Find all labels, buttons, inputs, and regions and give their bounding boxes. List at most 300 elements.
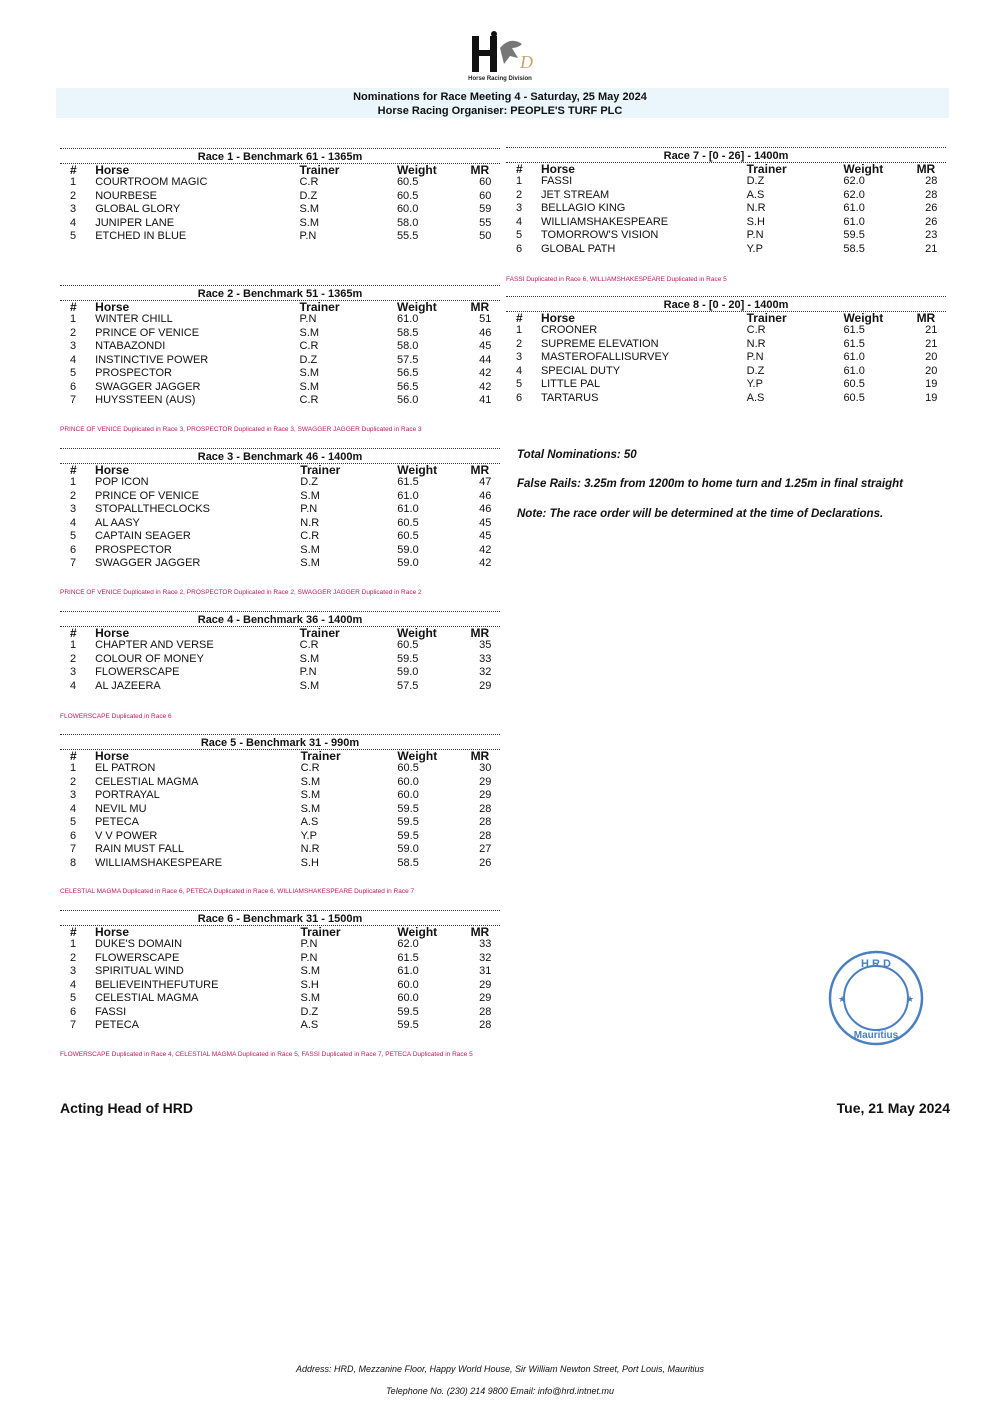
cell-trainer: A.S (300, 1019, 319, 1031)
cell-mr: 50 (479, 230, 492, 242)
table-row (506, 229, 946, 243)
cell-mr: 46 (479, 489, 492, 502)
col-no: # (70, 300, 77, 314)
footer-contact: Telephone No. (230) 214 9800 Email: info@hrd.intnet.mu (386, 1386, 614, 1396)
cell-mr: 55 (479, 216, 492, 229)
race-title: Race 3 - Benchmark 46 - 1400m (197, 451, 363, 463)
cell-trainer: Y.P (746, 242, 763, 255)
cell-no: 3 (70, 340, 77, 352)
cell-no: 5 (70, 992, 77, 1004)
cell-trainer: S.M (299, 203, 320, 215)
col-horse: Horse (540, 311, 575, 325)
cell-mr: 42 (479, 380, 492, 393)
cell-trainer: P.N (746, 351, 764, 363)
stamp-top-text: H.R.D (861, 958, 891, 970)
cell-horse: FLOWERSCAPE (94, 951, 180, 964)
cell-weight: 60.0 (396, 203, 419, 215)
cell-trainer: S.M (299, 679, 320, 692)
cell-trainer: S.M (300, 965, 321, 977)
cell-trainer: D.Z (300, 1005, 319, 1018)
race-3-block (60, 448, 500, 571)
race-table (60, 926, 500, 1033)
cell-trainer: S.M (299, 216, 320, 229)
cell-horse: DUKE'S DOMAIN (94, 938, 183, 950)
cell-trainer: S.M (300, 489, 320, 502)
race-6-block (60, 910, 500, 1033)
table-row (60, 503, 500, 517)
cell-mr: 23 (925, 229, 938, 241)
race-title: Race 6 - Benchmark 31 - 1500m (197, 913, 363, 925)
cell-no: 3 (70, 503, 77, 515)
cell-trainer: C.R (300, 762, 320, 774)
col-horse: Horse (94, 749, 129, 763)
table-row (60, 354, 500, 368)
cell-mr: 33 (479, 652, 492, 665)
col-weight: Weight (397, 749, 438, 763)
cell-no: 6 (70, 380, 77, 393)
table-row (60, 992, 500, 1006)
page-title: Nominations for Race Meeting 4 - Saturday, 25 May 2024 (353, 91, 647, 103)
false-rails: False Rails: 3.25m from 1200m to home turn and 1.25m in final straight (517, 478, 903, 490)
cell-mr: 46 (479, 503, 492, 515)
cell-weight: 62.0 (397, 938, 419, 950)
table-row (60, 490, 500, 504)
cell-no: 2 (70, 326, 77, 339)
table-row (60, 843, 500, 857)
race-title: Race 5 - Benchmark 31 - 990m (200, 737, 360, 749)
race-5-duplicate-note: CELESTIAL MAGMA Duplicated in Race 6, PETECA Duplicated in Race 6, WILLIAMSHAKESPEARE Duplicated in Race 7 (60, 888, 415, 895)
table-row (60, 176, 500, 190)
cell-mr: 28 (479, 802, 492, 815)
race-title: Race 2 - Benchmark 51 - 1365m (197, 288, 363, 300)
cell-horse: PETECA (94, 1019, 139, 1031)
cell-no: 7 (70, 557, 77, 569)
organiser: Horse Racing Organiser: PEOPLE'S TURF PLC (377, 105, 623, 117)
table-row (506, 243, 946, 257)
cell-weight: 56.0 (396, 394, 419, 406)
cell-trainer: Y.P (300, 829, 317, 842)
cell-trainer: C.R (299, 394, 319, 406)
table-header (60, 301, 500, 313)
cell-trainer: S.H (746, 215, 765, 228)
col-horse: Horse (95, 463, 130, 477)
col-horse: Horse (95, 626, 130, 640)
cell-trainer: N.R (300, 516, 320, 529)
col-trainer: Trainer (299, 163, 340, 177)
cell-weight: 57.5 (396, 353, 419, 366)
cell-mr: 51 (479, 313, 492, 325)
table-row (60, 639, 500, 653)
cell-horse: FASSI (540, 175, 573, 187)
cell-trainer: S.M (299, 652, 320, 665)
cell-mr: 28 (479, 1019, 492, 1031)
col-trainer: Trainer (300, 749, 341, 763)
col-horse: Horse (540, 162, 575, 176)
table-row (60, 313, 500, 327)
col-weight: Weight (397, 626, 437, 640)
cell-horse: HUYSSTEEN (AUS) (95, 394, 196, 406)
table-row (60, 217, 500, 231)
footer-address: Address: HRD, Mezzanine Floor, Happy World House, Sir William Newton Street, Port Louis, Mauritius (295, 1364, 705, 1374)
table-row (60, 680, 500, 694)
cell-weight: 59.5 (843, 229, 865, 241)
col-mr: MR (470, 463, 490, 477)
cell-trainer: D.Z (746, 364, 765, 377)
race-table (60, 301, 500, 408)
cell-weight: 61.5 (397, 951, 419, 964)
col-horse: Horse (94, 925, 129, 939)
col-trainer: Trainer (300, 925, 341, 939)
logo-subtitle: Horse Racing Division (468, 76, 532, 82)
cell-horse: PRINCE OF VENICE (95, 489, 199, 502)
cell-no: 1 (70, 639, 77, 651)
cell-horse: COLOUR OF MONEY (95, 652, 204, 665)
cell-trainer: S.M (300, 543, 320, 556)
table-row (60, 965, 500, 979)
cell-weight: 61.0 (843, 364, 865, 377)
table-row (60, 190, 500, 204)
cell-mr: 45 (479, 516, 492, 529)
cell-weight: 61.0 (397, 489, 419, 502)
cell-horse: WILLIAMSHAKESPEARE (94, 856, 223, 869)
cell-trainer: D.Z (746, 175, 765, 187)
cell-weight: 60.0 (397, 789, 419, 801)
divider (60, 285, 500, 286)
cell-mr: 26 (479, 856, 492, 869)
cell-trainer: D.Z (299, 353, 318, 366)
cell-mr: 29 (479, 775, 492, 788)
cell-no: 1 (70, 938, 77, 950)
table-row (60, 857, 500, 871)
col-horse: Horse (95, 300, 130, 314)
divider (60, 910, 500, 911)
race-7-block (506, 147, 946, 256)
cell-no: 7 (70, 394, 77, 406)
cell-no: 2 (70, 775, 77, 788)
divider (60, 611, 500, 612)
cell-no: 4 (70, 216, 77, 229)
table-row (60, 544, 500, 558)
table-row (506, 392, 946, 406)
table-row (60, 762, 500, 776)
cell-mr: 21 (925, 324, 938, 336)
svg-text:D: D (520, 52, 533, 72)
cell-no: 5 (70, 530, 77, 542)
table-row (506, 175, 946, 189)
cell-horse: WILLIAMSHAKESPEARE (540, 215, 669, 228)
cell-no: 5 (70, 367, 77, 379)
cell-horse: V V POWER (94, 829, 158, 842)
cell-mr: 44 (479, 353, 492, 366)
cell-weight: 59.0 (397, 666, 419, 678)
cell-horse: STOPALLTHECLOCKS (95, 503, 210, 515)
cell-no: 2 (70, 951, 77, 964)
col-trainer: Trainer (300, 463, 341, 477)
col-weight: Weight (397, 463, 438, 477)
table-row (506, 189, 946, 203)
col-no: # (516, 311, 523, 325)
col-trainer: Trainer (299, 300, 340, 314)
cell-mr: 45 (479, 530, 492, 542)
table-row (60, 979, 500, 993)
cell-no: 1 (516, 175, 523, 187)
cell-horse: CHAPTER AND VERSE (95, 639, 214, 651)
table-header (60, 627, 500, 639)
hrd-stamp (826, 950, 926, 1046)
divider (506, 296, 946, 297)
cell-weight: 61.5 (397, 476, 419, 488)
cell-weight: 60.5 (396, 176, 419, 188)
table-row (60, 816, 500, 830)
svg-text:★: ★ (906, 994, 915, 1004)
divider (60, 734, 500, 735)
cell-weight: 61.0 (397, 503, 419, 515)
cell-mr: 42 (479, 557, 492, 569)
cell-horse: CELESTIAL MAGMA (94, 992, 199, 1004)
cell-mr: 31 (479, 965, 492, 977)
cell-horse: CELESTIAL MAGMA (94, 775, 199, 788)
cell-no: 5 (516, 229, 523, 241)
table-row (60, 789, 500, 803)
cell-weight: 61.0 (843, 351, 865, 363)
cell-trainer: S.M (300, 557, 320, 569)
cell-trainer: D.Z (299, 189, 318, 202)
cell-mr: 32 (479, 951, 492, 964)
cell-horse: PORTRAYAL (94, 789, 160, 801)
cell-weight: 61.5 (843, 324, 865, 336)
cell-weight: 58.5 (843, 242, 865, 255)
cell-trainer: S.M (300, 775, 321, 788)
cell-mr: 26 (925, 202, 938, 214)
cell-no: 4 (70, 978, 77, 991)
cell-weight: 60.5 (397, 639, 419, 651)
cell-mr: 19 (925, 391, 938, 404)
col-no: # (70, 925, 77, 939)
cell-no: 6 (70, 543, 77, 556)
total-nominations: Total Nominations: 50 (517, 449, 637, 461)
cell-horse: WINTER CHILL (95, 313, 173, 325)
cell-weight: 59.5 (397, 652, 419, 665)
table-row (60, 1019, 500, 1033)
cell-no: 1 (70, 176, 77, 188)
cell-no: 4 (70, 679, 77, 692)
cell-trainer: A.S (300, 816, 319, 828)
cell-horse: CROONER (540, 324, 598, 336)
cell-mr: 41 (479, 394, 492, 406)
table-row (506, 378, 946, 392)
cell-mr: 28 (479, 829, 492, 842)
cell-mr: 33 (479, 938, 492, 950)
stamp-bottom-text: Mauritius (853, 1030, 899, 1041)
cell-horse: FASSI (94, 1005, 127, 1018)
cell-mr: 21 (925, 242, 938, 255)
cell-weight: 60.5 (397, 530, 419, 542)
svg-text:★: ★ (838, 994, 847, 1004)
table-header (506, 163, 946, 175)
cell-mr: 27 (479, 843, 492, 855)
cell-weight: 61.0 (843, 202, 865, 214)
table-header (60, 464, 500, 476)
cell-trainer: C.R (300, 530, 320, 542)
cell-trainer: D.Z (300, 476, 319, 488)
table-row (60, 230, 500, 244)
cell-mr: 47 (479, 476, 492, 488)
cell-no: 2 (516, 337, 523, 350)
table-row (60, 394, 500, 408)
cell-trainer: S.H (300, 978, 319, 991)
table-row (506, 365, 946, 379)
cell-weight: 60.0 (397, 775, 419, 788)
cell-trainer: N.R (746, 337, 766, 350)
cell-weight: 57.5 (397, 679, 419, 692)
race-6-duplicate-note: FLOWERSCAPE Duplicated in Race 4, CELESTIAL MAGMA Duplicated in Race 5, FASSI Duplicated in Race 7, PETECA Duplicated in Race 5 (60, 1051, 473, 1058)
cell-trainer: S.M (299, 367, 320, 379)
cell-horse: JET STREAM (540, 188, 610, 201)
table-row (60, 340, 500, 354)
table-row (60, 952, 500, 966)
race-4-block (60, 611, 500, 693)
race-table (60, 164, 500, 244)
race-order-note: Note: The race order will be determined at the time of Declarations. (517, 508, 884, 520)
cell-no: 1 (70, 313, 77, 325)
table-row (60, 1006, 500, 1020)
cell-no: 7 (70, 1019, 77, 1031)
race-4-duplicate-note: FLOWERSCAPE Duplicated in Race 6 (60, 713, 172, 720)
cell-no: 6 (70, 829, 77, 842)
table-row (60, 557, 500, 571)
table-row (60, 327, 500, 341)
cell-weight: 59.5 (397, 816, 419, 828)
cell-weight: 59.5 (397, 829, 419, 842)
cell-weight: 62.0 (843, 175, 865, 187)
col-mr: MR (916, 162, 936, 176)
cell-no: 7 (70, 843, 77, 855)
table-row (60, 517, 500, 531)
table-row (60, 530, 500, 544)
cell-no: 2 (516, 188, 523, 201)
table-row (506, 324, 946, 338)
table-header (60, 750, 500, 762)
cell-horse: MASTEROFALLISURVEY (540, 351, 670, 363)
cell-weight: 59.0 (397, 557, 419, 569)
race-2-block (60, 285, 500, 408)
cell-horse: TOMORROW'S VISION (540, 229, 659, 241)
cell-trainer: P.N (300, 951, 318, 964)
cell-weight: 61.0 (396, 313, 419, 325)
signature-title: Acting Head of HRD (60, 1100, 193, 1116)
cell-horse: BELIEVEINTHEFUTURE (94, 978, 219, 991)
col-mr: MR (470, 163, 490, 177)
cell-weight: 60.5 (843, 391, 865, 404)
race-table (506, 312, 946, 405)
col-weight: Weight (396, 163, 437, 177)
cell-no: 8 (70, 856, 77, 869)
cell-mr: 28 (479, 1005, 492, 1018)
cell-horse: SWAGGER JAGGER (95, 557, 201, 569)
cell-horse: TARTARUS (540, 391, 599, 404)
cell-horse: JUNIPER LANE (95, 216, 175, 229)
cell-mr: 42 (479, 367, 492, 379)
cell-horse: FLOWERSCAPE (95, 666, 180, 678)
cell-mr: 21 (925, 337, 938, 350)
cell-trainer: S.H (300, 856, 319, 869)
cell-horse: NOURBESE (95, 189, 157, 202)
cell-horse: PRINCE OF VENICE (95, 326, 200, 339)
col-trainer: Trainer (746, 311, 787, 325)
cell-no: 3 (70, 789, 77, 801)
cell-trainer: P.N (300, 503, 318, 515)
cell-weight: 60.5 (397, 516, 419, 529)
cell-horse: SWAGGER JAGGER (95, 380, 201, 393)
race-8-block (506, 296, 946, 405)
cell-no: 5 (70, 816, 77, 828)
table-row (60, 776, 500, 790)
cell-horse: LITTLE PAL (540, 378, 601, 390)
cell-mr: 29 (479, 978, 492, 991)
cell-mr: 35 (479, 639, 492, 651)
col-no: # (70, 163, 77, 177)
col-weight: Weight (843, 162, 884, 176)
table-row (506, 202, 946, 216)
cell-trainer: S.M (299, 326, 320, 339)
race-1-block (60, 148, 500, 244)
table-row (60, 653, 500, 667)
cell-mr: 20 (925, 351, 938, 363)
cell-mr: 32 (479, 666, 492, 678)
cell-no: 5 (516, 378, 523, 390)
race-5-block (60, 734, 500, 870)
cell-mr: 28 (925, 175, 938, 187)
cell-horse: SUPREME ELEVATION (540, 337, 659, 350)
cell-trainer: S.M (300, 802, 321, 815)
cell-horse: NEVIL MU (94, 802, 147, 815)
race-table (60, 750, 500, 870)
cell-horse: SPIRITUAL WIND (94, 965, 184, 977)
cell-mr: 29 (479, 992, 492, 1004)
cell-trainer: C.R (299, 340, 319, 352)
race-7-duplicate-note: FASSI Duplicated in Race 6, WILLIAMSHAKESPEARE Duplicated in Race 5 (506, 276, 727, 283)
table-row (60, 830, 500, 844)
cell-mr: 42 (479, 543, 492, 556)
cell-mr: 19 (925, 378, 938, 390)
table-header (60, 164, 500, 176)
divider (60, 448, 500, 449)
cell-horse: GLOBAL PATH (540, 242, 616, 255)
race-title: Race 1 - Benchmark 61 - 1365m (197, 151, 363, 163)
divider (506, 147, 946, 148)
col-trainer: Trainer (746, 162, 787, 176)
table-row (60, 367, 500, 381)
col-weight: Weight (396, 300, 437, 314)
cell-horse: PETECA (94, 816, 139, 828)
cell-mr: 60 (479, 176, 492, 188)
cell-horse: CAPTAIN SEAGER (95, 530, 191, 542)
cell-mr: 45 (479, 340, 492, 352)
cell-trainer: S.M (300, 789, 321, 801)
cell-weight: 60.0 (397, 978, 419, 991)
cell-weight: 61.0 (843, 215, 865, 228)
cell-weight: 60.5 (396, 189, 419, 202)
cell-horse: GLOBAL GLORY (95, 203, 181, 215)
cell-no: 2 (70, 489, 77, 502)
cell-no: 1 (70, 762, 77, 774)
cell-trainer: N.R (746, 202, 766, 214)
cell-trainer: N.R (300, 843, 320, 855)
col-mr: MR (470, 626, 490, 640)
cell-weight: 59.5 (397, 1019, 419, 1031)
cell-weight: 61.5 (843, 337, 865, 350)
cell-mr: 28 (479, 816, 492, 828)
